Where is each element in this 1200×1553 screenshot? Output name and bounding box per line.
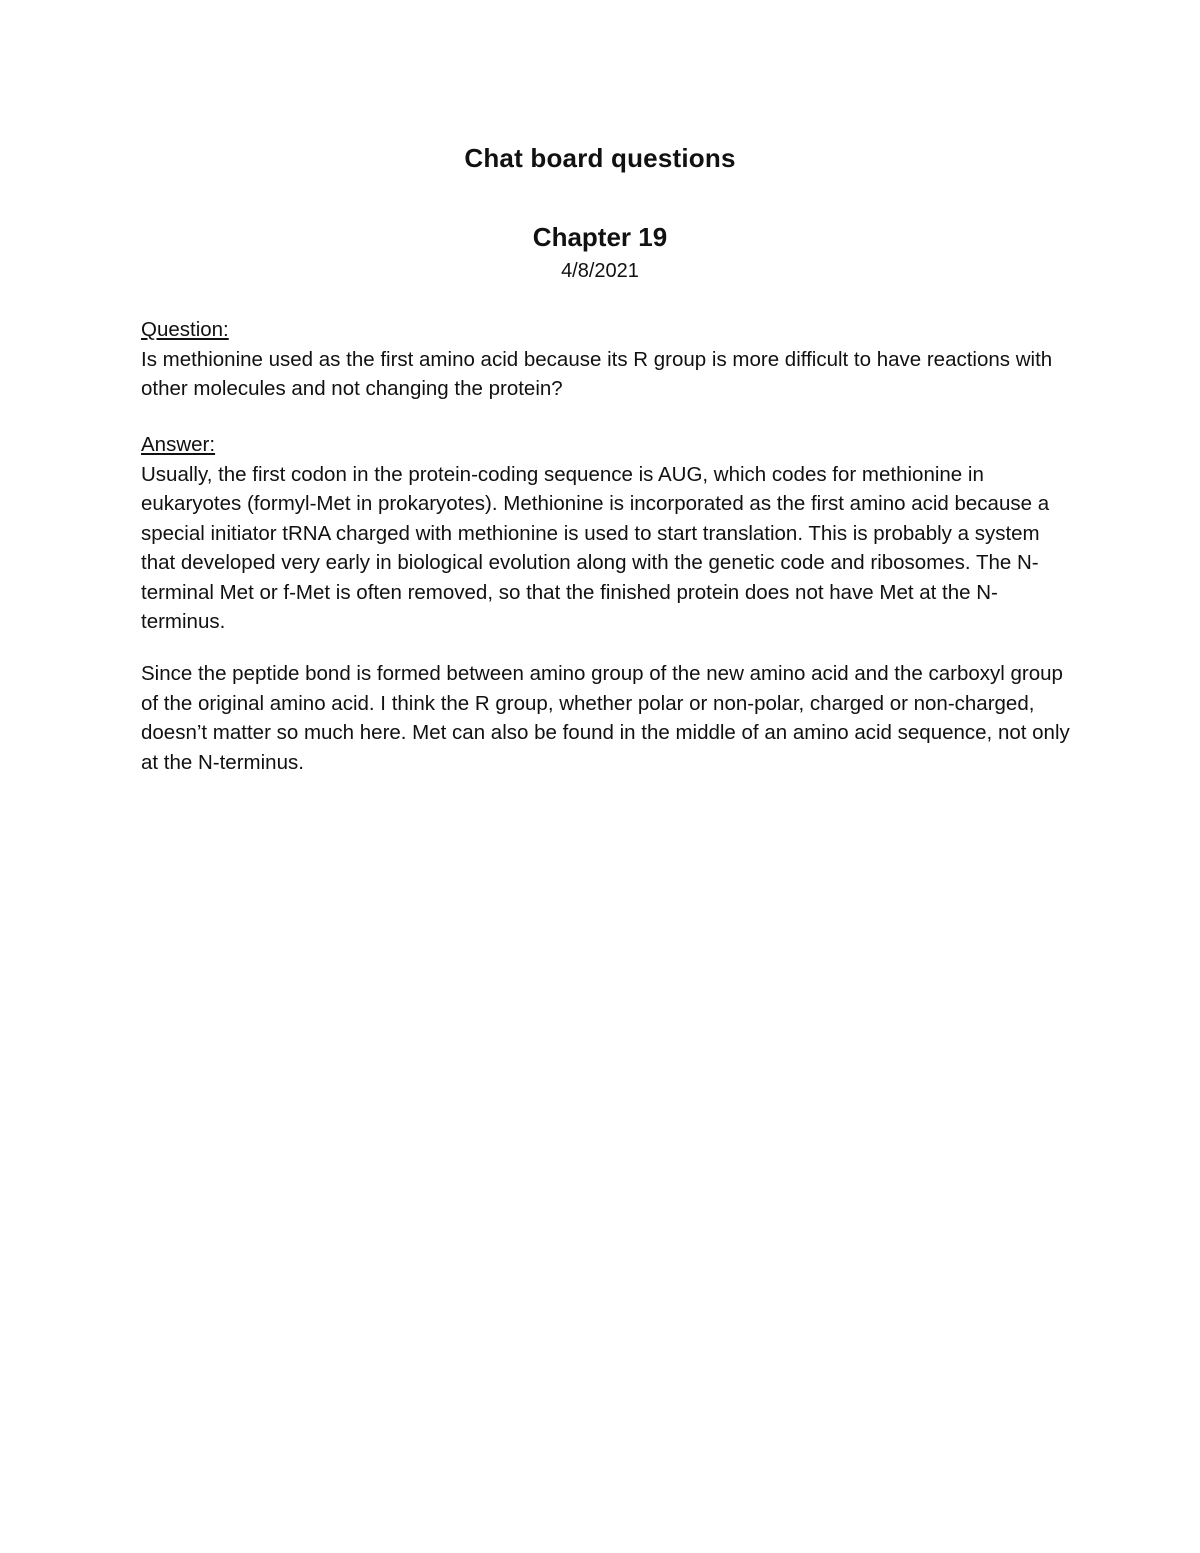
document-title: Chat board questions	[464, 143, 736, 173]
chapter-heading: Chapter 19	[532, 222, 668, 252]
question-section	[141, 315, 1071, 404]
answer-section	[141, 430, 1071, 637]
answer-paragraph-2-section	[141, 659, 1071, 777]
answer-paragraph-1: Usually, the first codon in the protein-coding sequence is AUG, which codes for methionine in eukaryotes (formyl-Met in prokaryotes). Methionine is incorporated as the first amino acid because a special initiator tRNA charged with methionine is used to start translation. This is probably a system that developed very early in biological evolution along with the genetic code and ribosomes. The N-terminal Met or f-Met is often removed, so that the finished protein does not have Met at the N-terminus.	[141, 462, 1050, 633]
question-label: Question:	[141, 318, 229, 341]
document-date: 4/8/2021	[561, 260, 639, 282]
question-text: Is methionine used as the first amino acid because its R group is more difficult to have reactions with other molecules and not changing the protein?	[141, 347, 1053, 400]
answer-paragraph-2: Since the peptide bond is formed between amino group of the new amino acid and the carboxyl group of the original amino acid. I think the R group, whether polar or non-polar, charged or non-charged, doesn’t matter so much here. Met can also be found in the middle of an amino acid sequence, not only at the N-terminus.	[141, 662, 1070, 774]
answer-label: Answer:	[141, 433, 216, 456]
